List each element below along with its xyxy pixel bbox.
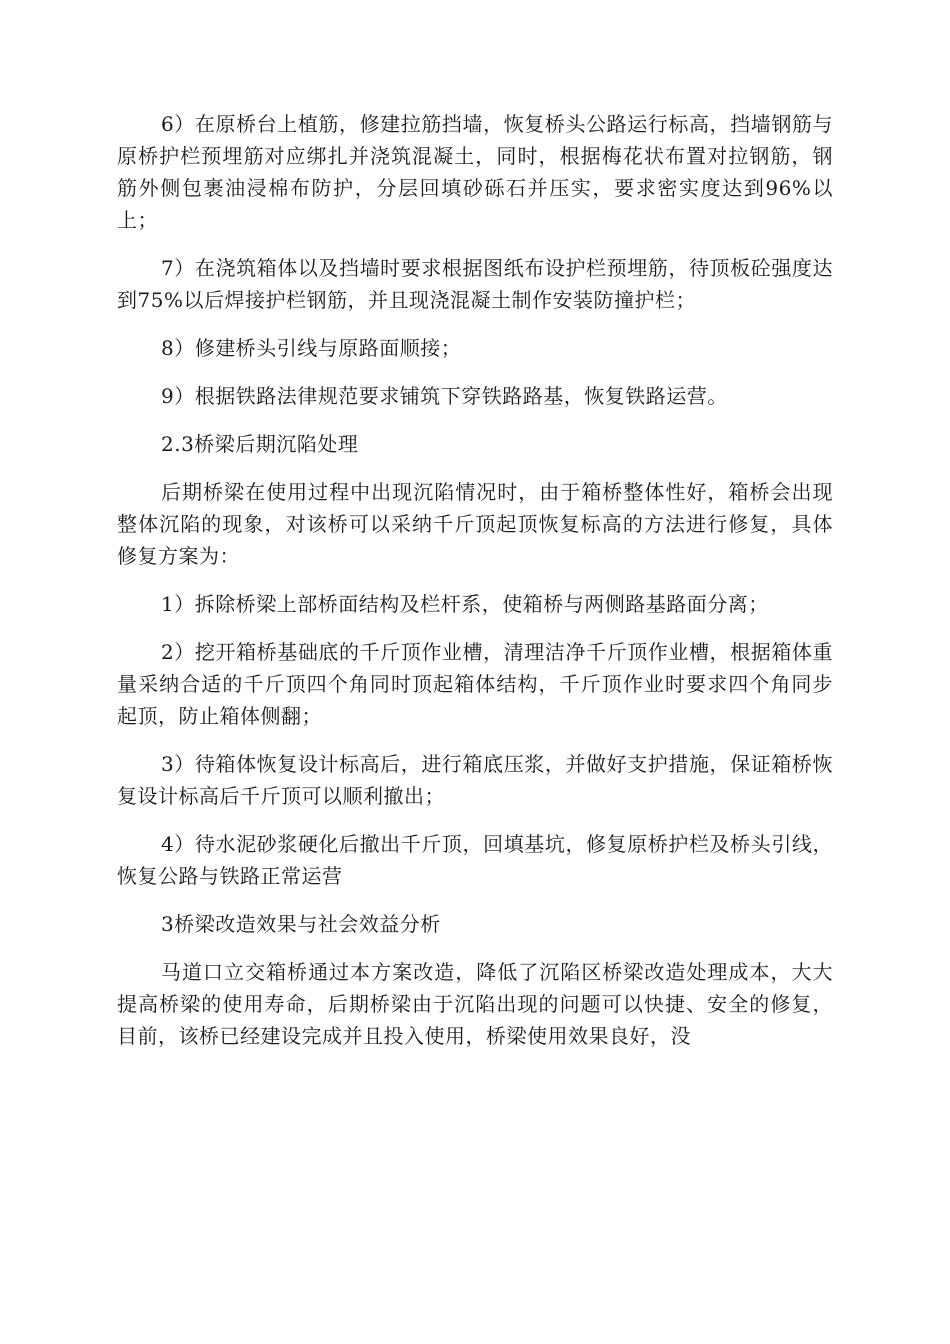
paragraph-repair-step-1: 1）拆除桥梁上部桥面结构及栏杆系，使箱桥与两侧路基路面分离； <box>161 592 769 616</box>
paragraph-item-6: 6）在原桥台上植筋，修建拉筋挡墙，恢复桥头公路运行标高，挡墙钢筋与原桥护栏预埋筋对应绑扎并浇筑混凝土，同时，根据梅花状布置对拉钢筋，钢筋外侧包裹油浸棉布防护，分层回填砂砾石并压实，要求密实度达到96%以上； <box>117 112 833 232</box>
section-heading-3: 3桥梁改造效果与社会效益分析 <box>161 912 441 936</box>
paragraph-item-9: 9）根据铁路法律规范要求铺筑下穿铁路路基，恢复铁路运营。 <box>161 384 728 408</box>
paragraph-item-8: 8）修建桥头引线与原路面顺接； <box>161 336 462 360</box>
document-page <box>117 108 833 1068</box>
paragraph-settlement-intro: 后期桥梁在使用过程中出现沉陷情况时，由于箱桥整体性好，箱桥会出现整体沉陷的现象，对该桥可以采纳千斤顶起顶恢复标高的方法进行修复，具体修复方案为： <box>117 480 833 568</box>
paragraph-repair-step-3: 3）待箱体恢复设计标高后，进行箱底压浆，并做好支护措施，保证箱桥恢复设计标高后千斤顶可以顺利撤出； <box>117 752 833 808</box>
paragraph-repair-step-4: 4）待水泥砂浆硬化后撤出千斤顶，回填基坑，修复原桥护栏及桥头引线，恢复公路与铁路正常运营 <box>117 832 833 888</box>
paragraph-repair-step-2: 2）挖开箱桥基础底的千斤顶作业槽，清理洁净千斤顶作业槽，根据箱体重量采纳合适的千斤顶四个角同时顶起箱体结构，千斤顶作业时要求四个角同步起顶，防止箱体侧翻； <box>117 640 833 728</box>
section-heading-2-3: 2.3桥梁后期沉陷处理 <box>161 432 359 456</box>
paragraph-item-7: 7）在浇筑箱体以及挡墙时要求根据图纸布设护栏预埋筋，待顶板砼强度达到75%以后焊接护栏钢筋，并且现浇混凝土制作安装防撞护栏； <box>117 256 833 312</box>
paragraph-effect-analysis: 马道口立交箱桥通过本方案改造，降低了沉陷区桥梁改造处理成本，大大提高桥梁的使用寿命，后期桥梁由于沉陷出现的问题可以快捷、安全的修复，目前，该桥已经建设完成并且投入使用，桥梁使用效果良好，没 <box>117 960 833 1048</box>
